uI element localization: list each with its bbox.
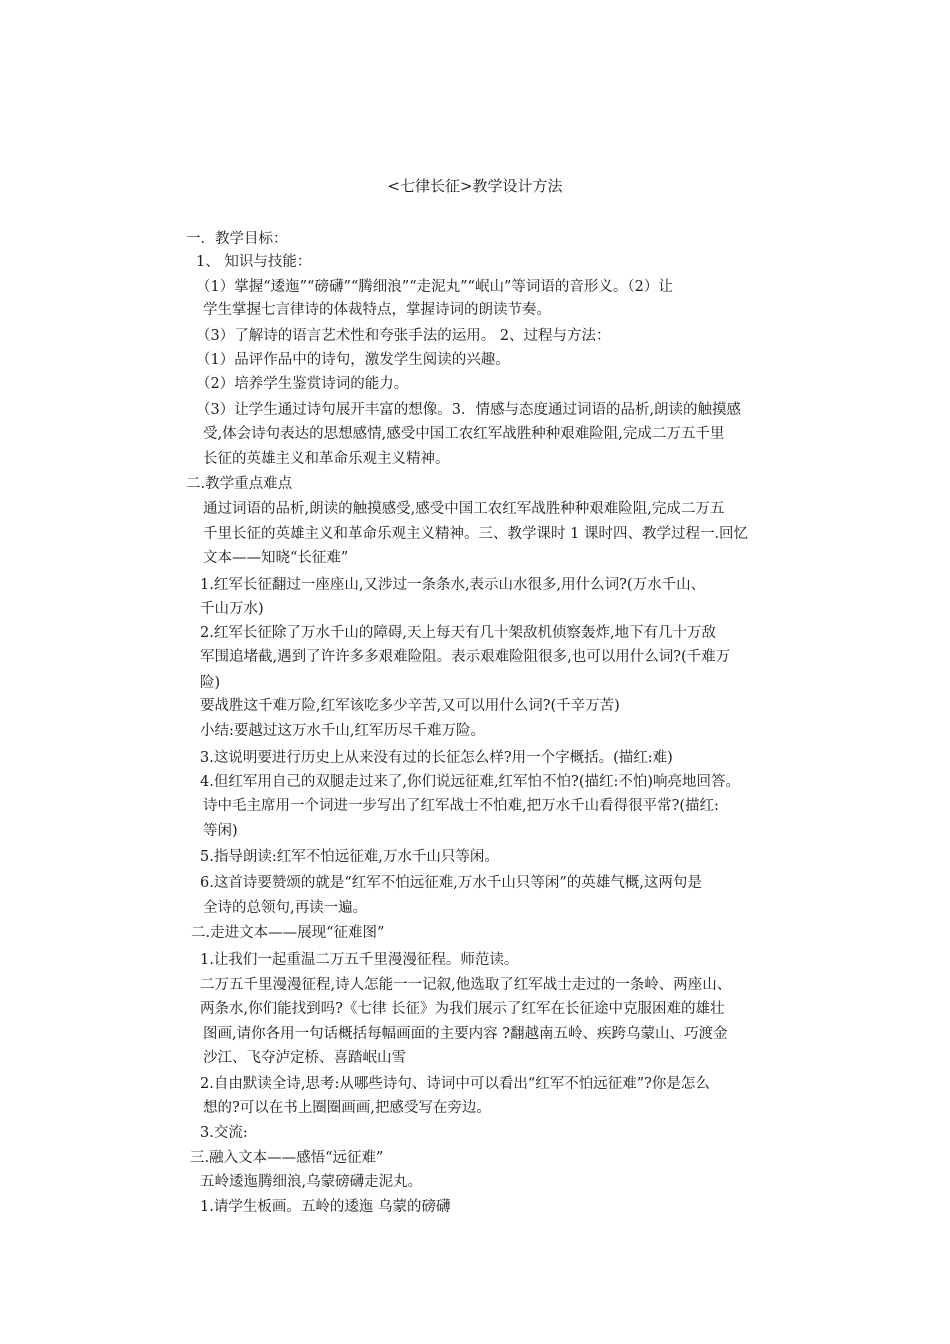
document-line: （2）培养学生鉴赏诗词的能力。 xyxy=(196,376,409,392)
document-line: 千山万水) xyxy=(200,601,264,617)
document-line: 3.这说明要进行历史上从来没有过的长征怎么样?用一个字概括。(描红:难) xyxy=(200,750,673,766)
document-line: （1）品评作品中的诗句，激发学生阅读的兴趣。 xyxy=(196,352,510,368)
document-line: 两条水,你们能找到吗?《七律 长征》为我们展示了红军在长征途中克服困难的雄壮 xyxy=(200,1001,725,1017)
document-line: 1.红军长征翻过一座座山,又涉过一条条水,表示山水很多,用什么词?(万水千山、 xyxy=(200,577,706,593)
document-line: 1、 知识与技能： xyxy=(196,254,312,270)
document-line: 险) xyxy=(200,675,221,691)
document-line: 1.让我们一起重温二万五千里漫漫征程。师范读。 xyxy=(200,952,519,968)
document-line: 诗中毛主席用一个词进一步写出了红军战士不怕难,把万水千山看得很平常?(描红: xyxy=(203,798,719,814)
document-line: 6.这首诗要赞颂的就是“红军不怕远征难,万水千山只等闲”的英雄气概,这两句是 xyxy=(200,875,702,891)
document-title: <七律长征>教学设计方法 xyxy=(387,177,563,195)
document-line: 文本——知晓“长征难” xyxy=(203,550,349,566)
document-line: 受,体会诗句表达的思想感情,感受中国工农红军战胜种种艰难险阻,完成二万五千里 xyxy=(203,426,725,442)
document-line: 千里长征的英雄主义和革命乐观主义精神。三、教学课时 1 课时四、教学过程一.回忆 xyxy=(203,526,749,542)
document-line: 军围追堵截,遇到了许许多多艰难险阻。表示艰难险阻很多,也可以用什么词?(千难万 xyxy=(200,649,731,665)
document-line: 长征的英雄主义和革命乐观主义精神。 xyxy=(203,451,450,467)
document-line: 想的?可以在书上圈圈画画,把感受写在旁边。 xyxy=(203,1100,491,1116)
document-line: 5.指导朗读:红军不怕远征难,万水千山只等闲。 xyxy=(200,849,499,865)
document-line: 沙江、飞夺泸定桥、喜踏岷山雪 xyxy=(203,1050,406,1066)
document-line: 全诗的总领句,再读一遍。 xyxy=(203,900,368,916)
document-line: 一．教学目标： xyxy=(186,231,288,247)
document-line: 学生掌握七言律诗的体裁特点，掌握诗词的朗读节奏。 xyxy=(203,302,551,318)
document-line: 2.红军长征除了万水千山的障碍,天上每天有几十架敌机侦察轰炸,地下有几十万敌 xyxy=(200,625,717,641)
document-line: 二万五千里漫漫征程,诗人怎能一一记叙,他选取了红军战士走过的一条岭、两座山、 xyxy=(200,977,732,993)
document-line: 二.走进文本——展现“征难图” xyxy=(191,925,385,941)
document-line: 小结:要越过这万水千山,红军历尽千难万险。 xyxy=(200,723,485,739)
document-line: 通过词语的品析,朗读的触摸感受,感受中国工农红军战胜种种艰难险阻,完成二万五 xyxy=(203,501,725,517)
document-line: 二.教学重点难点 xyxy=(186,476,293,492)
document-line: 2.自由默读全诗,思考:从哪些诗句、诗词中可以看出“红军不怕远征难”?你是怎么 xyxy=(200,1076,710,1092)
document-line: 4.但红军用自己的双腿走过来了,你们说远征难,红军怕不怕?(描红:不怕)响亮地回答。 xyxy=(200,774,741,790)
document-line: 3.交流: xyxy=(200,1125,248,1141)
document-line: 三.融入文本——感悟“远征难” xyxy=(190,1150,384,1166)
document-line: 图画,请你各用一句话概括每幅画面的主要内容 ?翻越南五岭、疾跨乌蒙山、巧渡金 xyxy=(203,1026,728,1042)
document-line: 等闲) xyxy=(203,823,238,839)
document-line: 五岭逶迤腾细浪,乌蒙磅礴走泥丸。 xyxy=(200,1174,423,1190)
document-line: （3）让学生通过诗句展开丰富的想像。3．情感与态度通过词语的品析,朗读的触摸感 xyxy=(196,402,742,418)
document-line: （1）掌握“逶迤”“磅礴”“腾细浪”“走泥丸”“岷山”等词语的音形义。（2）让 xyxy=(196,279,673,295)
document-line: （3）了解诗的语言艺术性和夸张手法的运用。 2、过程与方法： xyxy=(196,328,611,344)
document-line: 要战胜这千难万险,红军该吃多少辛苦,又可以用什么词?(千辛万苦) xyxy=(200,698,620,714)
document-line: 1.请学生板画。五岭的逶迤 乌蒙的磅礴 xyxy=(200,1199,451,1215)
